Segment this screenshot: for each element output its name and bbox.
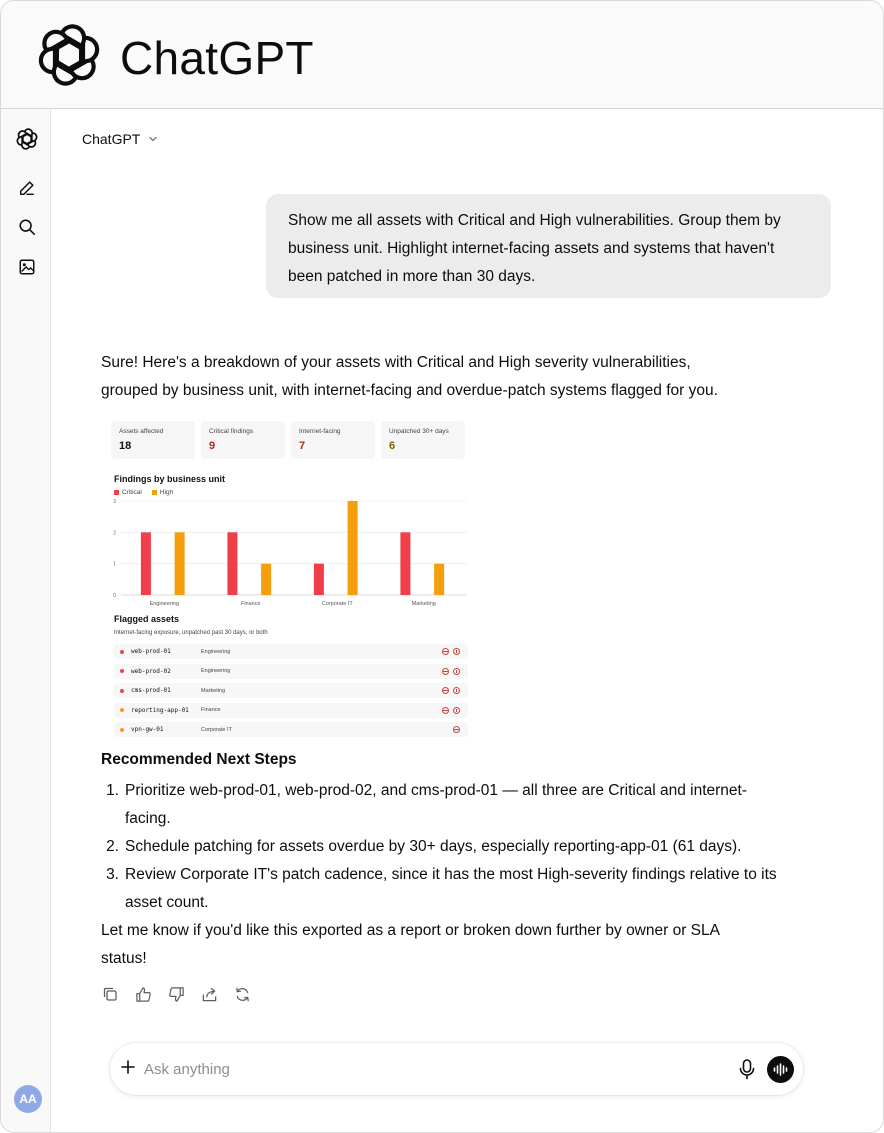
brand-name: ChatGPT (120, 32, 314, 84)
stat-value: 6 (389, 440, 396, 452)
asset-name: web-prod-01 (131, 648, 171, 655)
assistant-closing-text: Let me know if you'd like this exported as a report or broken down further by owner or SLA status! (101, 922, 720, 967)
stat-label: Critical findings (209, 428, 254, 435)
next-steps-title: Recommended Next Steps (101, 751, 297, 768)
bar-critical-engineering (141, 532, 151, 595)
stat-card (381, 421, 465, 459)
sidebar-rail (1, 109, 51, 1133)
thumbs-up-icon (135, 986, 152, 1003)
copy-button[interactable] (99, 983, 121, 1005)
asset-business-unit: Finance (201, 707, 221, 713)
stat-card (291, 421, 375, 459)
flagged-asset-row[interactable] (114, 703, 468, 718)
findings-bar-chart (111, 497, 471, 609)
stat-card (111, 421, 195, 459)
openai-logo-icon (37, 23, 101, 87)
x-tick-label: Corporate IT (321, 601, 353, 607)
severity-dot (120, 669, 124, 673)
bar-high-engineering (175, 532, 185, 595)
user-avatar[interactable]: AA (14, 1085, 42, 1113)
stat-value: 9 (209, 440, 216, 452)
flagged-assets-subtitle: Internet-facing exposure, unpatched past 30 days, or both (114, 630, 268, 636)
asset-flags (442, 648, 460, 655)
message-composer (110, 1043, 803, 1095)
flagged-assets-title: Flagged assets (114, 614, 180, 624)
asset-business-unit: Engineering (201, 648, 231, 655)
next-steps-list (101, 777, 781, 917)
legend-item-critical: Critical (114, 489, 142, 496)
edit-pencil-icon (18, 179, 36, 197)
bar-high-corporate-it (348, 501, 358, 595)
clock-icon (453, 687, 460, 694)
stat-value: 18 (119, 440, 132, 452)
assistant-intro-text: Sure! Here's a breakdown of your assets with Critical and High severity vulnerabilities, grouped by business unit, with internet-facing and overdue-patch systems flagged for you. (101, 354, 718, 399)
chat-main (51, 109, 884, 1133)
asset-flags (453, 726, 460, 733)
search-icon (18, 218, 36, 236)
next-step-item (101, 777, 781, 833)
stat-label: Unpatched 30+ days (389, 428, 449, 435)
asset-business-unit: Engineering (201, 668, 231, 674)
thumbs-up-button[interactable] (132, 983, 154, 1005)
step-number: 3. (106, 866, 119, 883)
new-chat-button[interactable] (16, 177, 38, 199)
library-button[interactable] (16, 256, 38, 278)
bar-critical-corporate-it (314, 564, 324, 595)
y-tick-label: 1 (113, 561, 116, 568)
brand-header (1, 1, 884, 109)
asset-flags (442, 668, 460, 675)
voice-mode-button[interactable] (767, 1056, 794, 1083)
asset-flags (442, 687, 460, 694)
microphone-icon[interactable] (737, 1058, 757, 1080)
message-actions (99, 983, 253, 1005)
search-chats-button[interactable] (16, 216, 38, 238)
next-step-item (101, 861, 781, 917)
flagged-asset-row[interactable] (114, 722, 468, 737)
flagged-asset-row[interactable] (114, 664, 468, 679)
clock-icon (453, 648, 460, 655)
user-message-bubble: Show me all assets with Critical and High vulnerabilities. Group them by business unit. Highlight internet-facing assets and systems that haven't been patched in more than 30 days. (266, 194, 831, 298)
asset-name: vpn-gw-01 (131, 726, 164, 733)
model-selector[interactable] (82, 131, 158, 147)
flagged-asset-row[interactable] (114, 644, 468, 659)
chart-title: Findings by business unit (114, 474, 226, 484)
y-tick-label: 0 (113, 593, 116, 599)
stat-label: Internet-facing (299, 428, 341, 435)
severity-dot (120, 650, 124, 654)
y-tick-label: 3 (113, 499, 116, 505)
step-number: 1. (106, 782, 119, 799)
legend-item-high: High (152, 489, 173, 496)
bar-critical-finance (227, 532, 237, 595)
globe-icon (453, 726, 460, 733)
asset-business-unit: Corporate IT (201, 726, 232, 733)
share-button[interactable] (198, 983, 220, 1005)
clock-icon (453, 707, 460, 714)
regenerate-button[interactable] (231, 983, 253, 1005)
x-tick-label: Marketing (411, 601, 436, 607)
vulnerability-dashboard (111, 419, 471, 739)
severity-dot (120, 728, 124, 732)
globe-icon (442, 707, 449, 714)
asset-flags (442, 707, 460, 714)
asset-name: web-prod-02 (131, 667, 171, 675)
globe-icon (442, 648, 449, 655)
thumbs-down-button[interactable] (165, 983, 187, 1005)
asset-name: cms-prod-01 (131, 687, 171, 694)
y-tick-label: 2 (113, 530, 116, 537)
share-icon (201, 986, 218, 1003)
next-step-item (101, 833, 781, 861)
step-text: Prioritize web-prod-01, web-prod-02, and cms-prod-01 — all three are Critical and internet-facing. (125, 782, 747, 827)
globe-icon (442, 687, 449, 694)
clock-icon (453, 668, 460, 675)
flagged-asset-row[interactable] (114, 683, 468, 698)
bar-high-finance (261, 564, 271, 595)
chart-legend (114, 489, 173, 496)
bar-high-marketing (434, 564, 444, 595)
stat-label: Assets affected (119, 428, 164, 435)
step-text: Schedule patching for assets overdue by 30+ days, especially reporting-app-01 (61 days). (125, 838, 742, 855)
x-tick-label: Finance (240, 601, 261, 607)
asset-name: reporting-app-01 (131, 706, 189, 714)
home-logo-button[interactable] (16, 128, 38, 150)
step-number: 2. (106, 838, 119, 855)
severity-dot (120, 708, 124, 712)
asset-business-unit: Marketing (201, 687, 226, 694)
stat-card (201, 421, 285, 459)
x-tick-label: Engineering (149, 601, 179, 607)
image-library-icon (18, 258, 36, 276)
step-text: Review Corporate IT's patch cadence, since it has the most High-severity findings relative to its asset count. (125, 866, 777, 911)
chevron-down-icon (148, 134, 158, 144)
globe-icon (442, 668, 449, 675)
refresh-icon (234, 986, 251, 1003)
stat-value: 7 (299, 440, 306, 452)
thumbs-down-icon (168, 986, 185, 1003)
ask-input[interactable] (144, 1043, 704, 1095)
openai-logo-icon (16, 128, 38, 150)
audio-waveform-icon (773, 1063, 788, 1076)
model-selector-label: ChatGPT (82, 131, 141, 147)
severity-dot (120, 689, 124, 693)
plus-icon[interactable] (120, 1059, 136, 1075)
bar-critical-marketing (400, 532, 410, 595)
copy-icon (102, 986, 118, 1002)
